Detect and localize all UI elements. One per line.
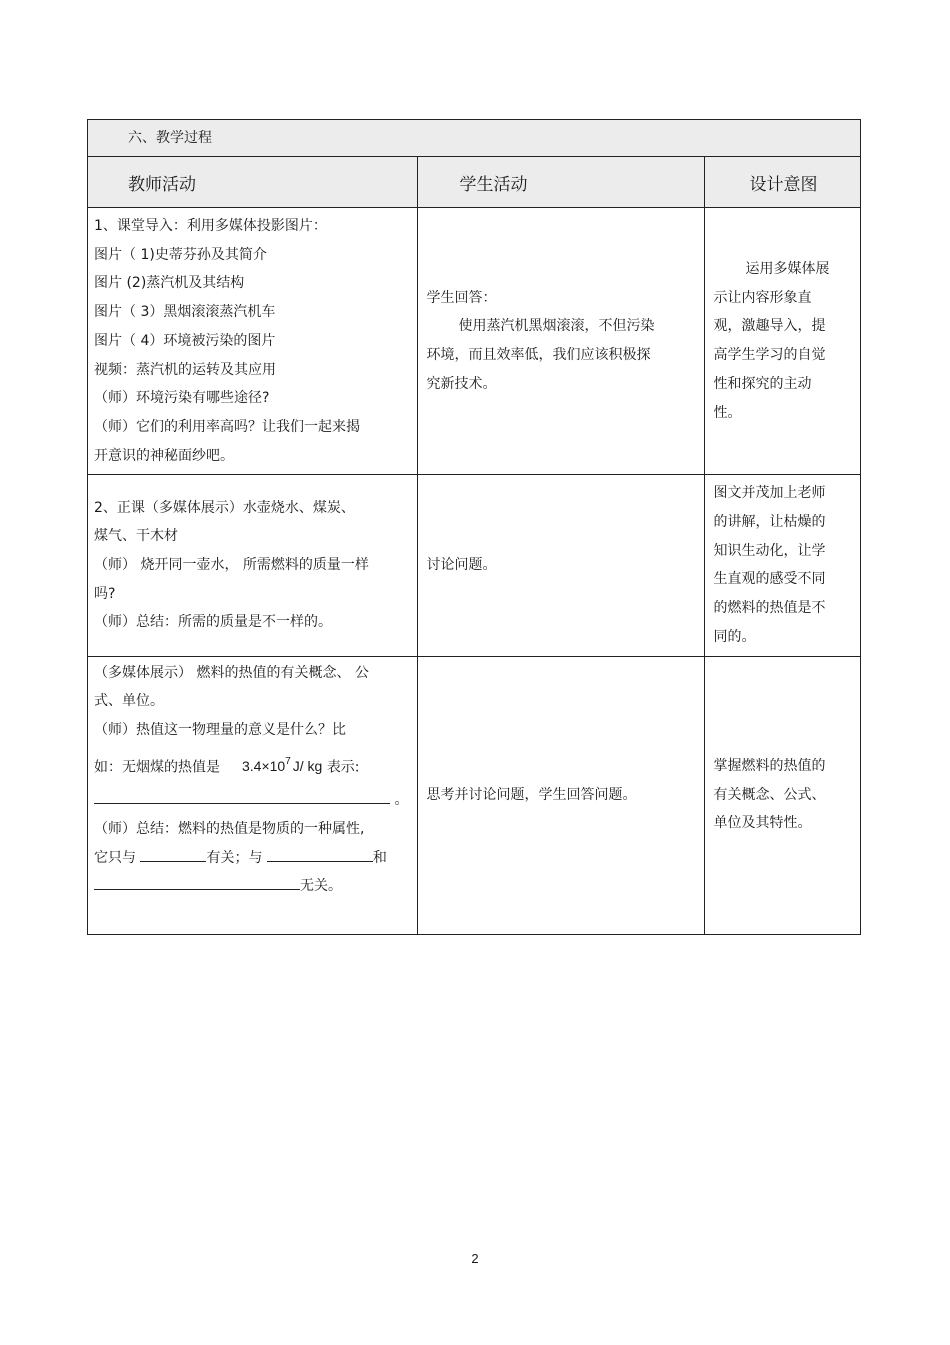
teacher-activity-cell: [88, 475, 417, 656]
teacher-line: （师）热值这一物理量的意义是什么？比: [94, 721, 346, 738]
student-line: 思考并讨论问题，学生回答问题。: [426, 786, 637, 803]
table-row: [88, 475, 860, 656]
student-line: 环境，而且效率低，我们应该积极探: [426, 347, 651, 364]
formula-unit: J/ kg: [292, 758, 323, 775]
student-activity-cell: [417, 656, 704, 934]
teacher-line: 图片（ 3）黑烟滚滚蒸汽机车: [94, 304, 276, 321]
column-header-intent: 设计意图: [704, 157, 860, 208]
teacher-line: （多媒体展示） 燃料的热值的有关概念、 公: [94, 664, 369, 681]
design-intent-cell: [704, 475, 860, 656]
teacher-line: （师）环境污染有哪些途径?: [94, 390, 270, 407]
teacher-line: 图片 (2)蒸汽机及其结构: [94, 275, 245, 292]
teacher-activity-cell: [88, 656, 417, 934]
intent-line: 掌握燃料的热值的: [713, 757, 826, 774]
teacher-text: 无关。: [300, 878, 342, 895]
formula-exponent: 7: [285, 755, 291, 767]
teacher-line-prefix: 如：无烟煤的热值是: [94, 759, 220, 776]
answer-blank[interactable]: [94, 873, 300, 890]
teacher-text: 它只与: [94, 849, 136, 866]
student-activity-cell: [417, 475, 704, 656]
teaching-process-table: [88, 157, 860, 934]
intent-line: 知识生动化，让学: [713, 542, 826, 559]
teacher-line: 图片（ 1)史蒂芬孙及其简介: [94, 246, 267, 263]
table-row: [88, 208, 860, 475]
teacher-line: 开意识的神秘面纱吧。: [94, 447, 234, 464]
fill-blank-line: [94, 872, 409, 901]
heat-value-example-line: [94, 749, 409, 783]
fill-blank-line: [94, 844, 409, 873]
page-number: 2: [471, 1251, 479, 1266]
formula-mantissa: 3.4×10: [242, 758, 286, 775]
teacher-line: （师）总结：燃料的热值是物质的一种属性,: [94, 821, 365, 838]
teacher-line: （师）它们的利用率高吗？让我们一起来揭: [94, 418, 360, 435]
student-line: 讨论问题。: [426, 557, 497, 574]
intent-line: 性和探究的主动: [713, 375, 812, 392]
student-heading: 学生回答：: [426, 289, 497, 306]
intent-line: 高学生学习的自觉: [713, 347, 826, 364]
intent-line: 有关概念、公式、: [713, 786, 826, 803]
design-intent-cell: [704, 656, 860, 934]
line-end-mark: 。: [394, 792, 409, 809]
heat-value-formula: [242, 755, 291, 775]
intent-line: 的燃料的热值是不: [713, 600, 826, 617]
intent-line: 观，激趣导入，提: [713, 318, 826, 335]
student-line: 究新技术。: [426, 375, 497, 392]
column-header-teacher: 教师活动: [88, 157, 417, 208]
teacher-activity-cell: [88, 208, 417, 475]
column-header-student: 学生活动: [417, 157, 704, 208]
intent-line: 的讲解，让枯燥的: [713, 514, 826, 531]
table-row: [88, 656, 860, 934]
answer-blank[interactable]: [140, 845, 206, 862]
intent-line: 生直观的感受不同: [713, 571, 826, 588]
teacher-line: 式、单位。: [94, 693, 164, 710]
table-header-row: [88, 157, 860, 208]
teacher-text: 有关；与: [206, 849, 263, 866]
section-title: 六、教学过程: [88, 120, 860, 157]
design-intent-cell: [704, 208, 860, 475]
intent-line: 图文并茂加上老师: [713, 485, 826, 502]
teacher-line: （师）总结：所需的质量是不一样的。: [94, 614, 332, 631]
student-activity-cell: [417, 208, 704, 475]
intent-line: 单位及其特性。: [713, 815, 812, 832]
student-line: 使用蒸汽机黑烟滚滚，不但污染: [458, 318, 655, 335]
intent-line: 性。: [713, 404, 742, 421]
teacher-line: 2、正课（多媒体展示）水壶烧水、煤炭、: [94, 499, 355, 516]
teacher-line: 1、课堂导入：利用多媒体投影图片：: [94, 218, 327, 234]
intent-line: 同的。: [713, 628, 756, 645]
fill-blank-line: [94, 786, 409, 815]
answer-blank[interactable]: [94, 787, 390, 804]
teaching-process-sheet: [87, 119, 861, 935]
intent-line: 运用多媒体展: [745, 261, 830, 278]
teacher-line: （师） 烧开同一壶水， 所需燃料的质量一样: [94, 557, 369, 574]
teacher-line: 煤气、干木材: [94, 528, 178, 545]
answer-blank[interactable]: [267, 845, 373, 862]
teacher-text: 和: [372, 849, 387, 866]
teacher-line: 视频：蒸汽机的运转及其应用: [94, 361, 276, 378]
intent-line: 示让内容形象直: [713, 289, 812, 306]
teacher-line-suffix: 表示:: [326, 759, 360, 776]
teacher-line: 图片（ 4）环境被污染的图片: [94, 332, 276, 349]
teacher-line: 吗?: [94, 585, 116, 602]
